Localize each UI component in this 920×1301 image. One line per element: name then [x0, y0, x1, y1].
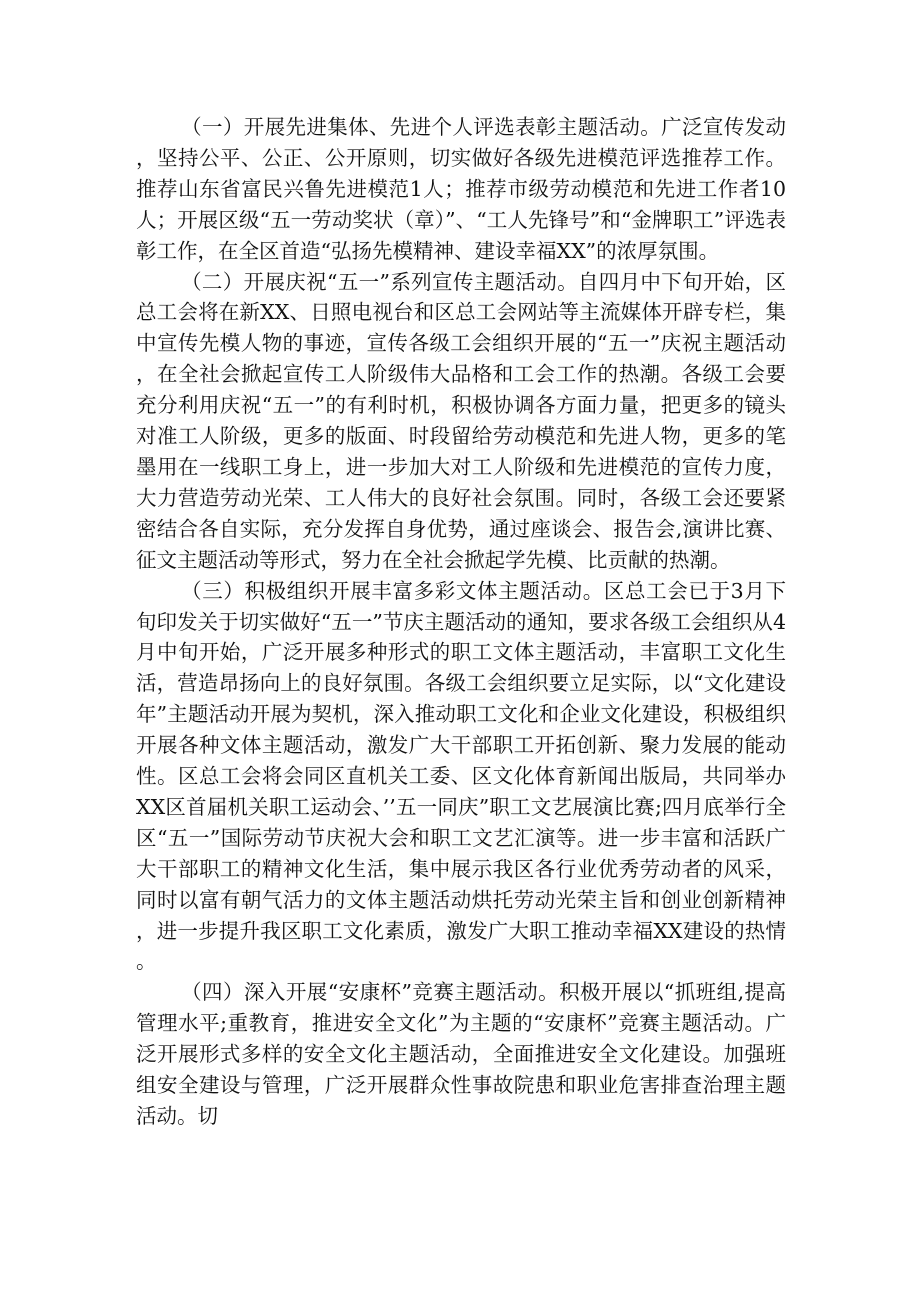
- document-body: [136, 112, 786, 1132]
- paragraph-2-publicity: （二）开展庆祝“五一”系列宣传主题活动。自四月中下旬开始，区总工会将在新XX、日照电视台和区总工会网站等主流媒体开辟专栏，集中宣传先模人物的事迹，宣传各级工会组织开展的“五一”庆祝主题活动，在全社会掀起宣传工人阶级伟大品格和工会工作的热潮。各级工会要充分利用庆祝“五一”的有利时机，积极协调各方面力量，把更多的镜头对准工人阶级，更多的版面、时段留给劳动模范和先进人物，更多的笔墨用在一线职工身上，进一步加大对工人阶级和先进模范的宣传力度，大力营造劳动光荣、工人伟大的良好社会氛围。同时，各级工会还要紧密结合各自实际，充分发挥自身优势，通过座谈会、报告会,演讲比赛、征文主题活动等形式，努力在全社会掀起学先模、比贡献的热潮。: [136, 269, 786, 572]
- paragraph-1-awards: （一）开展先进集体、先进个人评选表彰主题活动。广泛宣传发动，坚持公平、公正、公开原则，切实做好各级先进模范评选推荐工作。推荐山东省富民兴鲁先进模范1人；推荐市级劳动模范和先进工作者10人；开展区级“五一劳动奖状（章）”、“工人先锋号”和“金牌职工”评选表彰工作，在全区首造“弘扬先模精神、建设幸福XX”的浓厚氛围。: [136, 115, 786, 263]
- paragraph-3-cultural-activities: （三）积极组织开展丰富多彩文体主题活动。区总工会已于3月下旬印发关于切实做好“五一”节庆主题活动的通知，要求各级工会组织从4月中旬开始，广泛开展多种形式的职工文体主题活动，丰富职工文化生活，营造昂扬向上的良好氛围。各级工会组织要立足实际，以“文化建设年”主题活动开展为契机，深入推动职工文化和企业文化建设，积极组织开展各种文体主题活动，激发广大干部职工开拓创新、聚力发展的能动性。区总工会将会同区直机关工委、区文化体育新闻出版局，共同举办XX区首届机关职工运动会、’’五一同庆”职工文艺展演比赛;四月底举行全区“五一”国际劳动节庆祝大会和职工文艺汇演等。进一步丰富和活跃广大干部职工的精神文化生活，集中展示我区各行业优秀劳动者的风采，同时以富有朝气活力的文体主题活动烘托劳动光荣主旨和创业创新精神，进一步提升我区职工文化素质，激发广大职工推动幸福XX建设的热情。: [136, 578, 786, 974]
- paragraph-4-ankang-cup: （四）深入开展“安康杯”竞赛主题活动。积极开展以“抓班组,提高管理水平;重教育，推进安全文化”为主题的“安康杯”竞赛主题活动。广泛开展形式多样的安全文化主题活动，全面推进安全文化建设。加强班组安全建设与管理，广泛开展群众性事故院患和职业危害排查治理主题活动。切: [136, 980, 786, 1128]
